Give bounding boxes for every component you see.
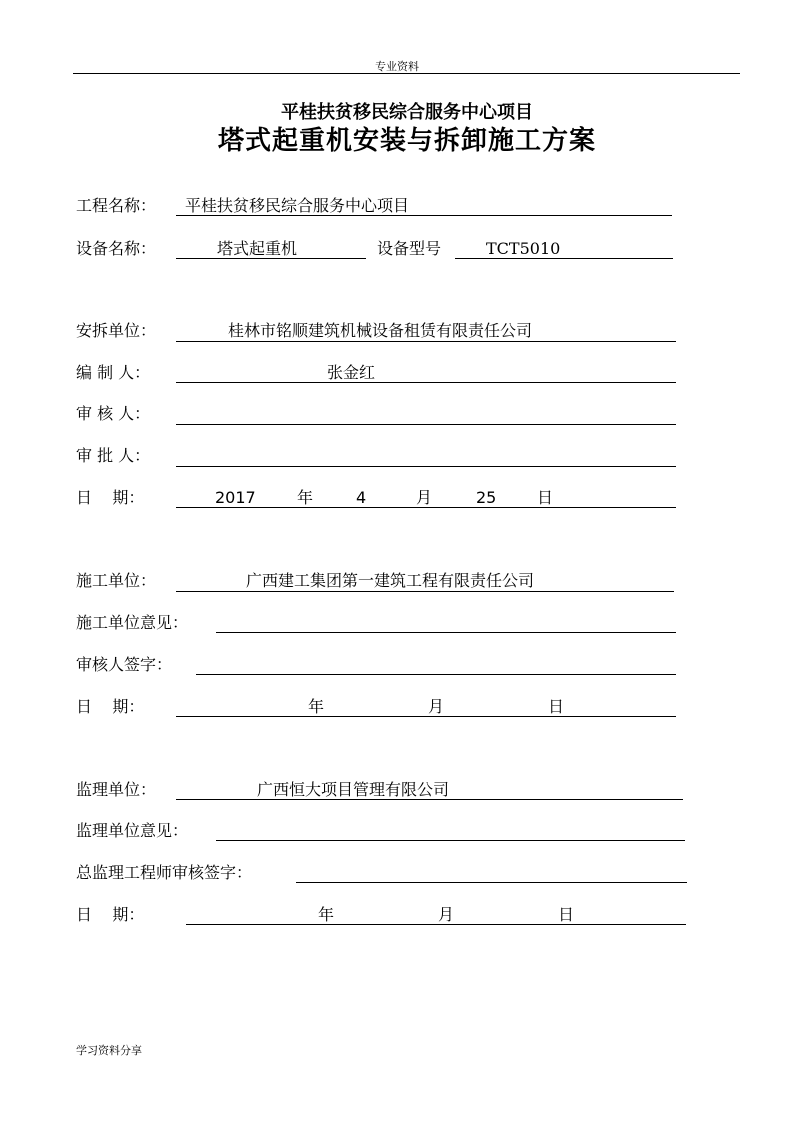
construction-date-label: 日 期： [76,697,145,716]
supervision-unit-value: 广西恒大项目管理有限公司 [257,780,450,799]
document-title: 塔式起重机安装与拆卸施工方案 [217,126,596,156]
page-header: 专业资料 [375,60,419,73]
equipment-model-value: TCT5010 [486,239,561,258]
construction-unit-label: 施工单位： [76,571,157,590]
approver-label: 审 批 人： [76,446,151,465]
construction-opinion-line [216,632,676,633]
compiler-value: 张金红 [327,363,376,382]
supervision-opinion-label: 监理单位意见： [76,821,189,840]
project-name-value: 平桂扶贫移民综合服务中心项目 [185,196,410,215]
supervision-opinion-line [216,840,685,841]
supervision-date-line [186,924,686,925]
construction-date-year-unit: 年 [308,697,325,716]
equipment-name-value: 塔式起重机 [217,239,298,258]
supervision-date-year-unit: 年 [318,905,335,924]
install-date-year-unit: 年 [297,488,314,507]
construction-unit-line [176,591,674,592]
approver-line [176,466,676,467]
chief-engineer-line [296,882,687,883]
install-unit-label: 安拆单位： [76,321,157,340]
install-date-label: 日 期： [76,488,145,507]
compiler-label: 编 制 人： [76,363,151,382]
install-date-day-unit: 日 [537,488,554,507]
document-subtitle: 平桂扶贫移民综合服务中心项目 [281,102,533,123]
supervision-date-day-unit: 日 [558,905,575,924]
install-date-month: 4 [356,488,367,507]
construction-unit-value: 广西建工集团第一建筑工程有限责任公司 [246,571,535,590]
equipment-model-label: 设备型号 [377,239,442,258]
construction-date-day-unit: 日 [548,697,565,716]
header-rule [73,73,740,74]
supervision-date-month-unit: 月 [438,905,455,924]
compiler-line [176,382,676,383]
install-unit-value: 桂林市铭顺建筑机械设备租赁有限责任公司 [228,321,533,340]
chief-engineer-label: 总监理工程师审核签字： [76,863,253,882]
supervision-unit-label: 监理单位： [76,780,157,799]
construction-opinion-label: 施工单位意见： [76,613,189,632]
construction-signer-line [196,674,676,675]
project-name-label: 工程名称： [76,196,157,215]
supervision-date-label: 日 期： [76,905,145,924]
construction-signer-label: 审核人签字： [76,655,173,674]
reviewer-line [176,424,676,425]
install-unit-line [176,341,676,342]
construction-date-line [176,716,676,717]
construction-date-month-unit: 月 [428,697,445,716]
page-footer: 学习资料分享 [76,1044,142,1057]
install-date-month-unit: 月 [416,488,433,507]
install-date-day: 25 [476,488,497,507]
install-date-year: 2017 [215,488,256,507]
reviewer-label: 审 核 人： [76,404,151,423]
equipment-name-label: 设备名称： [76,239,157,258]
